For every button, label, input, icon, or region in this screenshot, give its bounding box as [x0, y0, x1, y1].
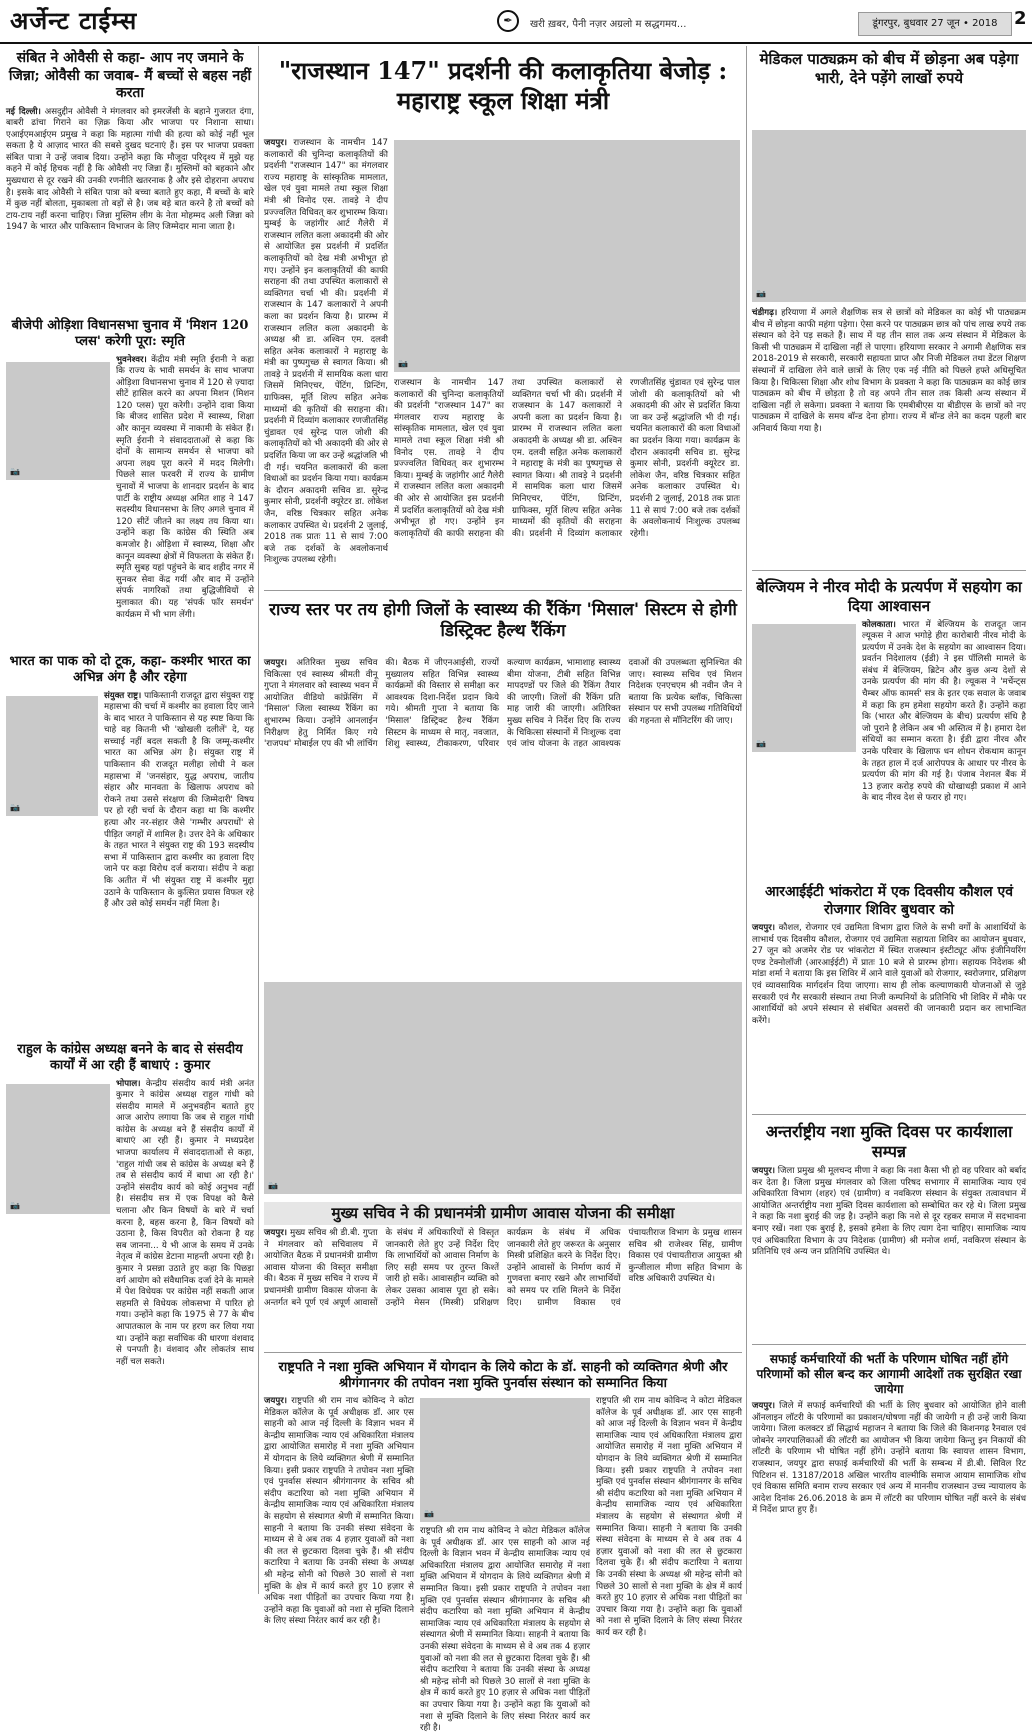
headline: राहुल के कांग्रेस अध्यक्ष बनने के बाद से संसदीय कार्यों में आ रही हैं बाधाएं : कुमार: [17, 1042, 243, 1074]
headline: बेल्जियम ने नीरव मोदी के प्रत्यर्पण में सहयोग का दिया आश्वासन: [756, 578, 1022, 615]
nirav-modi-photo: 📷: [752, 624, 856, 752]
newspaper-logo: अर्जेन्ट टाईम्स: [10, 6, 138, 35]
article-kashmir: [6, 650, 254, 1030]
section-divider: [264, 590, 742, 591]
headline: मुख्य सचिव ने की प्रधानमंत्री ग्रामीण आवास योजना की समीक्षा: [264, 1202, 742, 1225]
article-body: कौशल, रोजगार एवं उद्यमिता विभाग द्वारा जिले के सभी वर्गों के आशार्थियों के लाभार्थ एक दिवसीय कौशल, रोजगार एवं उद्यमिता सहायता शिविर का आयोजन बुधवार, 27 जून को अजमेर रोड पर भांकरोटा में स्थित राजस्थान इंस्टीट्यूट ऑफ इंजीनियरिंग एण्ड टेक्नोलॉजी (आरआईईटी) में प्रातः 10 बजे से प्रारम्भ होगा। सहायक निदेशक श्री मांडा शर्मा ने बताया कि इस शिविर में आने वाले युवाओं को रोजगार, स्वरोजगार, प्रशिक्षण एवं व्यावसायिक मार्गदर्शन दिया जाएगा। साथ ही लोक कल्याणकारी योजनाओं से जुड़े सरकारी एवं गैर सरकारी संस्थान तथा निजी कम्पनियों के प्रतिनिधि भी शिविर में मौके पर आशार्थियों को अपने संस्थान से संबंधित अवसरों की जानकारी प्रदान कर लाभान्वित करेंगे।: [752, 923, 1027, 1026]
headline: राज्य स्तर पर तय होगी जिलों के स्वास्थ्य की रैंकिंग 'मिसाल' सिस्टम से होगी डिस्ट्रिक्ट हैल्थ रैंकिंग: [269, 600, 737, 642]
dateline: जयपुर।: [752, 1166, 776, 1176]
article-owaisi: [6, 46, 254, 308]
body-left: [264, 138, 388, 582]
exhibition-inauguration-photo: 📷: [394, 140, 740, 372]
headline: अन्तर्राष्ट्रीय नशा मुक्ति दिवस पर कार्यशाला सम्पन्न: [765, 1122, 1013, 1161]
article-kota: [264, 1356, 742, 1734]
article-body: राजस्थान के नामचीन 147 कलाकारों की चुनिन्दा कलाकृतियों की प्रदर्शनी "राजस्थान 147" का मंगलवार राज्य महाराष्ट्र के सांस्कृतिक मामलात, खेल एवं युवा मामले तथा स्कूल शिक्षा मंत्री श्री विनोद एस. तावड़े ने दीप प्रज्ज्वलित विधिवत् कर शुभारम्भ किया। मुम्बई के जहांगीर आर्ट गैलेरी में राजस्थान ललित कला अकादमी की ओर से आयोजित इस प्रदर्शनी में प्रदर्शित कलाकृतियों को देख मंत्री अभीभूत हो गए। उन्होंने इन कलाकृतियों की काफी सराहना की तथा उपस्थित कलाकारों से व्यक्तिगत चर्चा भी की। प्रदर्शनी में राजस्थान के 147 कलाकारों ने अपनी कला का प्रदर्शन किया है। प्रारम्भ में राजस्थान ललित कला अकादमी के अध्यक्ष श्री डा. अश्विन एम. दलवी सहित अनेक कलाकारों ने महाराष्ट्र के मंत्री का पुष्पगुच्छ से स्वागत किया। श्री तावड़े ने प्रदर्शनी में सामयिक कला धारा जिसमें मिनिएचर, पेंटिंग, प्रिन्टिंग, ग्राफिक्स, मूर्ति शिल्प सहित अनेक माध्यमों की कृतियों की सराहना की। प्रदर्शनी में दिव्यांग कलाकार रणजीतसिंह चुंडावत एवं सुरेन्द्र पाल जोशी की कलाकृतियों को भी अकादमी की ओर से प्रदर्शित किया जा कर उन्हें श्रद्धांजलि भी दी गई। चयनित कलाकारों की कला विधाओं का प्रदर्शन किया गया। कार्यक्रम के दौरान अकादमी सचिव डा. सुरेन्द्र कुमार सोनी, प्रदर्शनी क्यूरेटर डा. लोकेश जैन, वरिष्ठ चित्रकार सहित अनेक कलाकार उपस्थित थे। प्रदर्शनी 2 जुलाई, 2018 तक प्रातः 11 से सायं 7:00 बजे तक दर्शकों के अवलोकनार्थ निःशुल्क उपलब्ध रहेगी।: [264, 138, 388, 566]
edition-date: डूंगरपुर, बुधवार 27 जून • 2018: [858, 12, 1012, 36]
dateline: जयपुर।: [264, 138, 288, 148]
dateline: जयपुर।: [752, 923, 776, 933]
dateline: जयपुर।: [752, 1401, 776, 1411]
article-medical: [752, 46, 1026, 566]
dateline: जयपुर।: [264, 658, 288, 668]
stethoscope-photo: 📷: [752, 130, 1026, 302]
headline: राष्ट्रपति ने नशा मुक्ति अभियान में योगदान के लिये कोटा के डॉ. साहनी को व्यक्तिगत श्रेणी और श्रीगंगानगर की तपोवन नशा मुक्ति पुनर्वास संस्थान को सम्मानित किया: [278, 1360, 728, 1392]
column-divider: [258, 46, 259, 1594]
dateline: कोलकाता।: [862, 619, 896, 630]
section-divider: [752, 1344, 1026, 1345]
article-body: पाकिस्तानी राजदूत द्वारा संयुक्त राष्ट्र महासभा की चर्चा में कश्मीर का हवाला दिए जाने के बाद भारत ने पाकिस्तान से यह स्पष्ट किया कि चाहे वह कितनी भी 'खोखली दलीलें' दे, यह सच्चाई नहीं बदल सकती है कि जम्मू-कश्मीर भारत का अभिन्न अंग है। संयुक्त राष्ट्र में पाकिस्तान की राजदूत मलीहा लोधी ने कल महासभा में 'जनसंहार, युद्ध अपराध, जातीय संहार और मानवता के खिलाफ अपराध को रोकने तथा उससे संरक्षण की जिम्मेदारी' विषय पर हो रही चर्चा के दौरान कहा था कि कश्मीर हत्या और नर-संहार जैसे 'गम्भीर अपराधों' से पीड़ित जगहों में शामिल है। उत्तर देने के अधिकार के तहत भारत ने संयुक्त राष्ट्र की 193 सदस्यीय सभा में पाकिस्तान द्वारा कश्मीर का हवाला दिए जाने पर कड़ा विरोध दर्ज कराया। संदीप ने कहा कि अतीत में भी संयुक्त राष्ट्र में कश्मीर मुद्दा उठाने के पाकिस्तान के कुत्सित प्रयास विफल रहे हैं और उसे कोई समर्थन नहीं मिला है।: [104, 690, 254, 910]
headline: आरआईईटी भांकरोटा में एक दिवसीय कौशल एवं रोजगार शिविर बुधवार को: [764, 884, 1014, 918]
article-body: केंद्रीय मंत्री स्मृति ईरानी ने कहा कि राज्य के भावी समर्थन के साथ भाजपा ओड़िशा विधानसभा चुनाव में 120 से ज़्यादा सीटें हासिल करने का अपना मिशन (मिशन 120 प्लस) पूरा करेगी। उन्होंने दावा किया कि बीजद शासित प्रदेश में स्वास्थ्य, शिक्षा और कानून व्यवस्था में नाकामी के संकेत हैं। स्मृति ईरानी ने संवाददाताओं से कहा कि दोनों के सामान्य समर्थन से भाजपा को अपना लक्ष्य पूरा करने में मदद मिलेगी। पिछले साल फरवरी में राज्य के ग्रामीण चुनावों में भाजपा के शानदार प्रदर्शन के बाद पार्टी के राष्ट्रीय अध्यक्ष अमित शाह ने 147 सदस्यीय विधानसभा के लिए अगले चुनाव में 120 सीटें जीतने का लक्ष्य तय किया था। उन्होंने कहा कि कांग्रेस की स्थिति अब कमजोर है। ओड़िशा में स्वास्थ्य, शिक्षा और कानून व्यवस्था क्षेत्रों में विफलता के संकेत हैं। स्मृति सुबह यहां पहुंचने के बाद शहीद नगर में सुनकर सेवा केंद्र गयीं और बाद में उन्होंने संपर्क नागरिकों तथा बुद्धिजीवियों से मुलाकात की। यह 'संपर्क फॉर समर्थन' कार्यक्रम में भी भाग लेंगी।: [116, 354, 254, 620]
right-column: [752, 46, 1026, 1594]
article-nasha-diwas: [752, 1118, 1026, 1340]
page-number: 2: [1014, 8, 1027, 29]
article-misaal: [264, 596, 742, 976]
article-body: जिला प्रमुख श्री मूलचन्द मीणा ने कहा कि नशा कैसा भी हो वह परिवार को बर्बाद कर देता है। जिला प्रमुख मंगलवार को जिला परिषद सभागार में सामाजिक न्याय एवं अधिकारिता विभाग (शहर) एवं (ग्रामीण) व नवकिरण संस्थान के संयुक्त तत्वावधान में आयोजित अन्तर्राष्ट्रीय नशा मुक्ति दिवस कार्यशाला को सम्बोधित कर रहे थे। जिला प्रमुख ने कहा कि नशा बुराई की जड़ है। उन्होंने कहा कि नशे से दूर रहकर समाज में सदभावना बनाए रखें। नशा एक बुराई है, इसको हमेशा के लिए त्याग देना चाहिए। सामाजिक न्याय एवं अधिकारिता विभाग के उप निदेशक (ग्रामीण) श्री मनोज शर्मा, नवकिरण संस्थान के प्रतिनिधि एवं अन्य जन प्रतिनिधि उपस्थित थे।: [752, 1166, 1027, 1258]
headline: मेडिकल पाठ्यक्रम को बीच में छोड़ना अब पड़ेगा भारी, देने पड़ेंगे लाखों रुपये: [759, 50, 1019, 87]
article-body: जिले में सफाई कर्मचारियों की भर्ती के लिए बुधवार को आयोजित होने वाली ऑनलाइन लॉटरी के परिणामों का प्रकाशन/घोषणा नहीं की जायेगी न ही उन्हें जारी किया जायेगा। जिला कलक्टर डॉ सिद्धार्थ महाजन ने बताया कि जिले की किशनगढ़ रैनवाल एवं जोबनेर नगरपालिकाओं की लॉटरी का आयोजन भी किया जायेगा किन्तु इन निकायों की लॉटरी के परिणाम भी घोषित नहीं होंगे। उन्होंने बताया कि स्वायत्त शासन विभाग, राजस्थान, जयपुर द्वारा सफाई कर्मचारियों की भर्ती के सम्बन्ध में डी.बी. सिविल रिट पिटिशन सं. 13187/2018 अखिल भारतीय वाल्मीकि समाज आयाम सामाजिक शोध एवं विकास समिति बनाम राज्य सरकार एवं अन्य में माननीय राजस्थान उच्च न्यायालय के आदेश दिनांक 26.06.2018 के क्रम में लॉटरी का परिणाम घोषित नहीं करने के संबंध में निर्देश प्राप्त हुए हैं।: [752, 1401, 1026, 1516]
headline: सफाई कर्मचारियों की भर्ती के परिणाम घोषित नहीं होंगे परिणामों को सील बन्द कर आगामी आदेशों तक सुरक्षित रखा जायेगा: [756, 1352, 1022, 1396]
masthead: [0, 0, 1032, 44]
article-body: केन्द्रीय संसदीय कार्य मंत्री अनंत कुमार ने कांग्रेस अध्यक्ष राहुल गांधी को संसदीय मामले में अनुभवहीन बताते हुए आज आरोप लगाया कि जब से राहुल गांधी कांग्रेस के अध्यक्ष बने हैं संसदीय कार्यों में बाधाएं आ रही हैं। कुमार ने मध्यप्रदेश भाजपा कार्यालय में संवाददाताओं से कहा, 'राहुल गांधी जब से कांग्रेस के अध्यक्ष बने हैं तब से संसदीय कार्य में बाधा आ रही है।' उन्होंने संसदीय कार्य को कोई अनुभव नहीं है। संसदीय सत्र में एक विपक्ष को कैसे चलाना और किन विषयों के बारे में चर्चा करना है, बहस करना है, किन विषयों को उठाना है, किस विपरीत को रोकना है यह सब जानना... ये भी आज के समय में उनके नेतृत्व में कांग्रेस डेटाना माहन्ती अपना रही है। कुमार ने प्रसन्ना उठाते हुए कहा कि पिछड़ा वर्ग आयोग को संवैधानिक दर्जा देने के मामले में पेश विधेयक पर कांग्रेस नहीं सकती आज सहमति से विधेयक लोकसभा में पारित हो गया। उन्होंने कहा कि 1975 से 77 के बीच आपातकाल के नाम पर हरण कर लिया गया था। उन्होंने कहा सर्वाधिक की धारणा वंशवाद से पनपती है। वंशवाद और लोकतंत्र साथ नहीं चल सकते।: [116, 1078, 254, 1367]
article-nirav: [752, 574, 1026, 874]
article-body-continued: राष्ट्रपति श्री राम नाथ कोविन्द ने कोटा मेडिकल कॉलेज के पूर्व अधीक्षक डॉ. आर एस साहनी को आज नई दिल्ली के विज्ञान भवन में केन्द्रीय सामाजिक न्याय एवं अधिकारिता मंत्रालय द्वारा आयोजित समारोह में नशा मुक्ति अभियान में योगदान के लिये व्यक्तिगत श्रेणी में सम्मानित किया। इसी प्रकार राष्ट्रपति ने तपोवन नशा मुक्ति एवं पुनर्वास संस्थान श्रीगंगानगर के सचिव श्री संदीप कटारिया को नशा मुक्ति अभियान में केन्द्रीय सामाजिक न्याय एवं अधिकारिता मंत्रालय के सहयोग से संस्थागत श्रेणी में सम्मानित किया। साहनी ने बताया कि उनकी संस्था संवेदना के माध्यम से वे अब तक 4 हज़ार युवाओं को नशा की लत से छुटकारा दिलवा चुके हैं। श्री संदीप कटारिया ने बताया कि उनकी संस्था के अध्यक्ष श्री महेन्द्र सोनी को पिछले 30 सालों से नशा मुक्ति के क्षेत्र में कार्य करते हुए 10 हज़ार से अधिक नशा पीड़ितों का उपचार किया गया है। उन्होंने कहा कि युवाओं को नशा से मुक्ति दिलाने के लिए संस्था निरंतर कार्य कर रही है।: [420, 1526, 590, 1734]
pen-nib-icon: ✒: [497, 10, 519, 32]
article-rahul: [6, 1038, 254, 1594]
article-body: भारत में बेल्जियम के राजदूत जान ल्यूकस ने आज भगोड़े हीरा कारोबारी नीरव मोदी के प्रत्यर्पण में उनके देश के सहयोग का आश्वासन दिया। प्रवर्तन निदेशालय (ईडी) ने इस पॉलिसी मामले के संबंध में बेल्जियम, ब्रिटेन और कुछ अन्य देशों से उनके प्रत्यर्पण की मांग की है। ल्यूकस ने 'मर्चेन्ट्स चैम्बर ऑफ कामर्स' सत्र के इतर एक सवाल के जवाब में कहा कि हम हमेशा सहयोग करते हैं। उन्होंने कहा कि (भारत और बेल्जियम के बीच) प्रत्यर्पण संधि है जो पुराने है लेकिन अब भी अस्तित्व में है। हमारा देश संधियों का सम्मान करता है। ईडी द्वारा नीरव और उनके परिवार के खिलाफ धन शोधन रोकथाम कानून के तहत हाल में दर्ज आरोपपत्र के आधार पर नीरव के प्रत्यर्पण की मांग की गई है। पंजाब नेशनल बैंक में 13 हजार करोड़ रुपये की धोखाधड़ी प्रकाश में आने के बाद नीरव देश से फरार हो गए।: [862, 619, 1026, 804]
dateline: जयपुर।: [264, 1396, 288, 1406]
article-body-continued: राजस्थान के नामचीन 147 कलाकारों की चुनिन्दा कलाकृतियों की प्रदर्शनी "राजस्थान 147" का मंगलवार राज्य महाराष्ट्र के सांस्कृतिक मामलात, खेल एवं युवा मामले तथा स्कूल शिक्षा मंत्री श्री विनोद एस. तावड़े ने दीप प्रज्ज्वलित विधिवत् कर शुभारम्भ किया। मुम्बई के जहांगीर आर्ट गैलेरी में राजस्थान ललित कला अकादमी की ओर से आयोजित इस प्रदर्शनी में प्रदर्शित कलाकृतियों को देख मंत्री अभीभूत हो गए। उन्होंने इन कलाकृतियों की काफी सराहना की तथा उपस्थित कलाकारों से व्यक्तिगत चर्चा भी की। प्रदर्शनी में राजस्थान के 147 कलाकारों ने अपनी कला का प्रदर्शन किया है। प्रारम्भ में राजस्थान ललित कला अकादमी के अध्यक्ष श्री डा. अश्विन एम. दलवी सहित अनेक कलाकारों ने महाराष्ट्र के मंत्री का पुष्पगुच्छ से स्वागत किया। श्री तावड़े ने प्रदर्शनी में सामयिक कला धारा जिसमें मिनिएचर, पेंटिंग, प्रिन्टिंग, ग्राफिक्स, मूर्ति शिल्प सहित अनेक माध्यमों की कृतियों की सराहना की। प्रदर्शनी में दिव्यांग कलाकार रणजीतसिंह चुंडावत एवं सुरेन्द्र पाल जोशी की कलाकृतियों को भी अकादमी की ओर से प्रदर्शित किया जा कर उन्हें श्रद्धांजलि भी दी गई। चयनित कलाकारों की कला विधाओं का प्रदर्शन किया गया। कार्यक्रम के दौरान अकादमी सचिव डा. सुरेन्द्र कुमार सोनी, प्रदर्शनी क्यूरेटर डा. लोकेश जैन, वरिष्ठ चित्रकार सहित अनेक कलाकार उपस्थित थे। प्रदर्शनी 2 जुलाई, 2018 तक प्रातः 11 से सायं 7:00 बजे तक दर्शकों के अवलोकनार्थ निःशुल्क उपलब्ध रहेगी।: [394, 378, 740, 539]
article-body: राष्ट्रपति श्री राम नाथ कोविन्द ने कोटा मेडिकल कॉलेज के पूर्व अधीक्षक डॉ. आर एस साहनी को आज नई दिल्ली के विज्ञान भवन में केन्द्रीय सामाजिक न्याय एवं अधिकारिता मंत्रालय द्वारा आयोजित समारोह में नशा मुक्ति अभियान में योगदान के लिये व्यक्तिगत श्रेणी में सम्मानित किया। इसी प्रकार राष्ट्रपति ने तपोवन नशा मुक्ति एवं पुनर्वास संस्थान श्रीगंगानगर के सचिव श्री संदीप कटारिया को नशा मुक्ति अभियान में केन्द्रीय सामाजिक न्याय एवं अधिकारिता मंत्रालय के सहयोग से संस्थागत श्रेणी में सम्मानित किया। साहनी ने बताया कि उनकी संस्था संवेदना के माध्यम से वे अब तक 4 हज़ार युवाओं को नशा की लत से छुटकारा दिलवा चुके हैं। श्री संदीप कटारिया ने बताया कि उनकी संस्था के अध्यक्ष श्री महेन्द्र सोनी को पिछले 30 सालों से नशा मुक्ति के क्षेत्र में कार्य करते हुए 10 हज़ार से अधिक नशा पीड़ितों का उपचार किया गया है। उन्होंने कहा कि युवाओं को नशा से मुक्ति दिलाने के लिए संस्था निरंतर कार्य कर रही है।: [264, 1396, 414, 1627]
body-right: [394, 378, 740, 584]
column-divider: [746, 46, 747, 1594]
dateline: चंडीगढ़।: [752, 308, 778, 318]
headline: बीजेपी ओड़िशा विधानसभा चुनाव में 'मिशन 120 प्लस' करेगी पूरा: स्मृति: [11, 318, 249, 350]
dateline: भुवनेश्वर।: [116, 354, 147, 365]
article-rajasthan147: [264, 46, 742, 586]
article-body: अतिरिक्त मुख्य सचिव चिकित्सा एवं स्वास्थ्य श्रीमती वीनू गुप्ता ने मंगलवार को स्वास्थ्य भवन में आयोजित वीडियो कांफ्रेंसिंग में 'मिसाल' जिला स्वास्थ्य रैंकिंग का शुभारम्भ किया। उन्होंने आनलाईन निरीक्षण हेतु निर्मित किए गये 'राजपथ' मोबाईल एप की भी लांचिंग की। बैठक में जीएनआईसी, राज्यों मुख्यालय सहित विभिन्न स्वास्थ्य कार्यक्रमों की विस्तार से समीक्षा कर आवश्यक दिशा-निर्देश प्रदान किये गये। श्रीमती गुप्ता ने बताया कि 'मिसाल' डिस्ट्रिक्ट हैल्थ रैंकिंग सिस्टम के माध्यम से मातृ, नवजात, शिशु स्वास्थ्य, टीकाकरण, परिवार कल्याण कार्यक्रम, भामाशाह स्वास्थ्य बीमा योजना, टीबी सहित विभिन्न मापदण्डों पर जिले की रैंकिंग तैयार की जाएगी। जिलों की रैंकिंग प्रति माह जारी की जाएगी। अतिरिक्त मुख्य सचिव ने निर्देश दिए कि राज्य के चिकित्सा संस्थानों में निःशुल्क दवा एवं जांच योजना के तहत आवश्यक दवाओं की उपलब्धता सुनिश्चित की जाए। स्वास्थ्य सचिव एवं मिशन निदेशक एनएचएम श्री नवीन जैन ने बताया कि प्रत्येक ब्लॉक, चिकित्सा संस्थान पर सभी उपलब्ध गतिविधियों की गहनता से मॉनिटरिंग की जाए।: [264, 658, 742, 750]
article-odisha: [6, 314, 254, 644]
article-avas: [264, 1198, 742, 1348]
article-body: मुख्य सचिव श्री डी.बी. गुप्ता ने मंगलवार को सचिवालय में आयोजित बैठक में प्रधानमंत्री ग्रामीण आवास योजना की विस्तृत समीक्षा की। बैठक में मुख्य सचिव ने राज्य में प्रधानमंत्री ग्रामीण विकास योजना के अन्तर्गत बने पूर्ण एवं अपूर्ण आवासों के संबंध में अधिकारियों से विस्तृत जानकारी लेते हुए उन्हें निर्देश दिए कि लाभार्थियों को आवास निर्माण के लिए सही समय पर तुरन्त किश्तें जारी हो सकें। आवासहीन व्यक्ति को लेकर उसका आवास पूरा हो सके। उन्होंने मेसन (मिस्त्री) प्रशिक्षण कार्यक्रम के संबंध में अधिक जानकारी लेते हुए जरूरत के अनुसार मिस्त्री प्रशिक्षित करने के निर्देश दिए। उन्होंने आवासों के निर्माण कार्य में गुणवत्ता बनाए रखने और लाभार्थियों को समय पर राशि मिलने के निर्देश दिए। ग्रामीण विकास एवं पंचायतीराज विभाग के प्रमुख शासन सचिव श्री राजेश्वर सिंह, ग्रामीण विकास एवं पंचायतीराज आयुक्त श्री कुन्जीलाल मीणा सहित विभाग के वरिष्ठ अधिकारी उपस्थित थे।: [264, 1228, 742, 1308]
article-body: हरियाणा में अगले शैक्षणिक सत्र से छात्रों को मेडिकल का कोई भी पाठ्यक्रम बीच में छोड़ना काफी महंगा पड़ेगा। ऐसा करने पर पाठ्यक्रम छात्र को पांच लाख रुपये तक संस्थान को देने पड़ सकते हैं। साथ में यह तीन साल तक अन्य संस्थान में मेडिकल के किसी भी पाठ्यक्रम में दाखिला नहीं ले पाएगा। हरियाणा सरकार ने अगामी शैक्षणिक सत्र 2018-2019 से सरकारी, सरकारी सहायता प्राप्त और निजी मेडिकल तथा डेंटल शिक्षण संस्थानों में दाखिला लेने वाले छात्रों के लिए एक नई नीति को पिछले हफ्ते अधिसूचित किया है। चिकित्सा शिक्षा और शोध विभाग के प्रवक्ता ने कहा कि पाठ्यक्रम का कोई छात्र पाठ्यक्रम को बीच में छोड़ता है तो वह अपने तीन साल तक किसी अन्य संस्थान में दाखिला नहीं ले सकेगा। प्रवक्ता ने बताया कि एमबीबीएस या बीडीएस के छात्रों को नए पाठ्यक्रम में दाखिले के समय बॉन्ड देना होगा। राज्य में बॉन्ड लेने का कदम पहली बार अनिवार्य किया गया है।: [752, 308, 1026, 434]
dateline: नई दिल्ली।: [6, 106, 41, 117]
left-column: [6, 46, 254, 1594]
rahul-gandhi-photo: 📷: [6, 1084, 110, 1214]
article-body-continued: राष्ट्रपति श्री राम नाथ कोविन्द ने कोटा मेडिकल कॉलेज के पूर्व अधीक्षक डॉ. आर एस साहनी को आज नई दिल्ली के विज्ञान भवन में केन्द्रीय सामाजिक न्याय एवं अधिकारिता मंत्रालय द्वारा आयोजित समारोह में नशा मुक्ति अभियान में योगदान के लिये व्यक्तिगत श्रेणी में सम्मानित किया। इसी प्रकार राष्ट्रपति ने तपोवन नशा मुक्ति एवं पुनर्वास संस्थान श्रीगंगानगर के सचिव श्री संदीप कटारिया को नशा मुक्ति अभियान में केन्द्रीय सामाजिक न्याय एवं अधिकारिता मंत्रालय के सहयोग से संस्थागत श्रेणी में सम्मानित किया। साहनी ने बताया कि उनकी संस्था संवेदना के माध्यम से वे अब तक 4 हज़ार युवाओं को नशा की लत से छुटकारा दिलवा चुके हैं। श्री संदीप कटारिया ने बताया कि उनकी संस्था के अध्यक्ष श्री महेन्द्र सोनी को पिछले 30 सालों से नशा मुक्ति के क्षेत्र में कार्य करते हुए 10 हज़ार से अधिक नशा पीड़ितों का उपचार किया गया है। उन्होंने कहा कि युवाओं को नशा से मुक्ति दिलाने के लिए संस्था निरंतर कार्य कर रही है।: [596, 1396, 742, 1638]
article-iti: [752, 880, 1026, 1110]
headline: भारत का पाक को दो टूक, कहा- कश्मीर भारत का अभिन्न अंग है और रहेगा: [9, 654, 251, 686]
section-divider: [752, 570, 1026, 571]
smriti-irani-photo: 📷: [6, 362, 110, 480]
sandeep-kumar-photo: 📷: [6, 696, 98, 816]
headline: संबित ने ओवैसी से कहा- आप नए जमाने के जिन्ना; ओवैसी का जवाब- मैं बच्चों से बहस नहीं करता: [8, 50, 252, 101]
article-safai: [752, 1348, 1026, 1594]
article-body: असदुद्दीन ओवैसी ने मंगलवार को इमरजेंसी के बहाने गुजरात दंगा, बाबरी ढांचा गिराने का ज़िक्र किया और भाजपा पर निशाना साधा। एआईएमआईएम प्रमुख ने कहा कि महात्मा गांधी की हत्या को कोई नहीं भूल सकता है ये आज़ाद भारत की सबसे दुखद घटनाएं हैं। इस पर भाजपा प्रवक्ता संबित पात्रा ने उन्हें जवाब दिया। उन्होंने कहा कि मौजूदा परिदृश्य में मुझे यह कहने में कोई हिचक नहीं है कि ओवैसी नए जिन्ना हैं। मुस्लिमों को बहकाने और मुख्यधारा से दूर रखने की उनकी रणनीति खतरनाक है और इसे दोहराना अपराध है। इसके बाद ओवैसी ने संबित पात्रा को बच्चा बताते हुए कहा, मैं बच्चों के बारे में कुछ नहीं बोलता, मुकाबला तो बड़ों से है। जब बड़े बात करने है तो बच्चों को टाय-टाय नहीं करना चाहिए। जिन्ना मुस्लिम लीग के नेता मोहम्मद अली जिन्ना को 1947 के भारत और पाकिस्तान विभाजन के लिए जिम्मेदार माना जाता है।: [6, 106, 254, 233]
section-divider: [264, 1352, 742, 1353]
tagline: खरी ख़बर, पैनी नज़र अग्रलो म स्रद्धगमय...: [530, 19, 687, 30]
chief-secretary-meeting-photo: 📷: [264, 982, 742, 1194]
section-divider: [752, 1114, 1026, 1115]
dateline: भोपाल।: [116, 1078, 141, 1089]
president-award-photo: 📷: [420, 1398, 590, 1522]
headline: "राजस्थान 147" प्रदर्शनी की कलाकृतिया बेजोड़ : महाराष्ट्र स्कूल शिक्षा मंत्री: [278, 56, 728, 115]
dateline: संयुक्त राष्ट्र।: [104, 690, 142, 701]
dateline: जयपुर।: [264, 1228, 288, 1238]
